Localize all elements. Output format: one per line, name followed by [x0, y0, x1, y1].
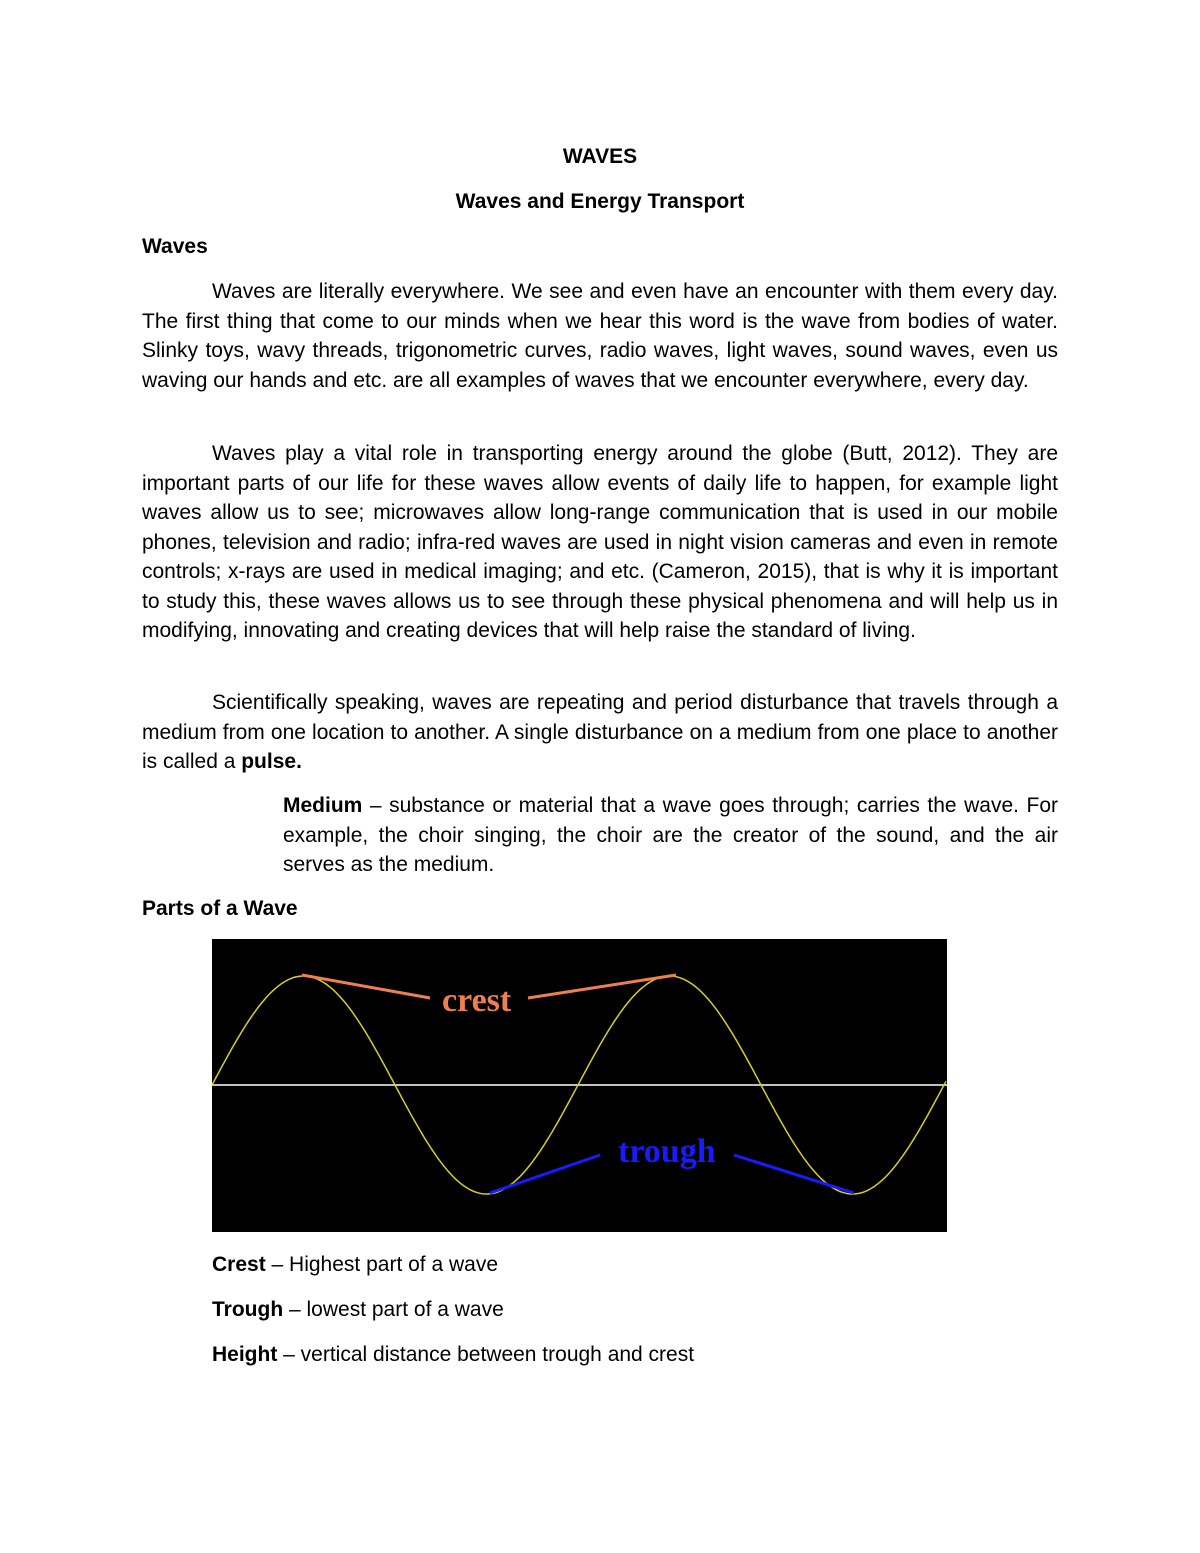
section-heading-parts: Parts of a Wave	[142, 897, 298, 920]
paragraph-intro: Waves are literally everywhere. We see and even have an encounter with them every day. The first thing that come to our minds when we hear this word is the wave from bodies of water. Slinky toys, wavy threads, trigonometric curves, radio waves, light waves, sound waves, even us waving our hands and etc. are all examples of waves that we encounter everywhere, every day.	[142, 280, 1058, 392]
trough-label: trough	[618, 1133, 716, 1170]
definition-text: – vertical distance between trough and crest	[277, 1343, 695, 1366]
pulse-term: pulse.	[241, 750, 302, 773]
medium-definition-text: – substance or material that a wave goes through; carries the wave. For example, the choir singing, the choir are the creator of the sound, and the air serves as the medium.	[283, 794, 1058, 876]
definition-text: – lowest part of a wave	[283, 1298, 504, 1321]
definition-height	[212, 1342, 694, 1368]
section-heading-waves: Waves	[142, 235, 208, 258]
definition-term: Trough	[212, 1298, 284, 1321]
definition-text: – Highest part of a wave	[265, 1253, 498, 1276]
document-title: WAVES	[562, 145, 638, 168]
crest-label: crest	[442, 982, 512, 1019]
definition-term: Crest	[212, 1253, 266, 1276]
wave-diagram-svg	[212, 939, 947, 1232]
paragraph-energy: Waves play a vital role in transporting energy around the globe (Butt, 2012). They are important parts of our life for these waves allow events of daily life to happen, for example light waves allow us to see; microwaves allow long-range communication that is used in our mobile phones, television and radio; infra-red waves are used in night vision cameras and even in remote controls; x-rays are used in medical imaging; and etc. (Cameron, 2015), that is why it is important to study this, these waves allows us to see through these physical phenomena and will help us in modifying, innovating and creating devices that will help raise the standard of living.	[142, 442, 1058, 642]
paragraph-definition-text: Scientifically speaking, waves are repeating and period disturbance that travels through a medium from one location to another. A single disturbance on a medium from one place to another is called a	[142, 691, 1058, 773]
definition-crest	[212, 1252, 498, 1278]
paragraph-definition-wave	[142, 688, 1058, 777]
definition-term: Height	[212, 1343, 278, 1366]
document-subtitle: Waves and Energy Transport	[455, 190, 745, 213]
medium-term: Medium	[283, 794, 363, 817]
wave-diagram	[212, 939, 947, 1232]
medium-definition	[283, 791, 1058, 880]
definition-trough	[212, 1297, 504, 1323]
